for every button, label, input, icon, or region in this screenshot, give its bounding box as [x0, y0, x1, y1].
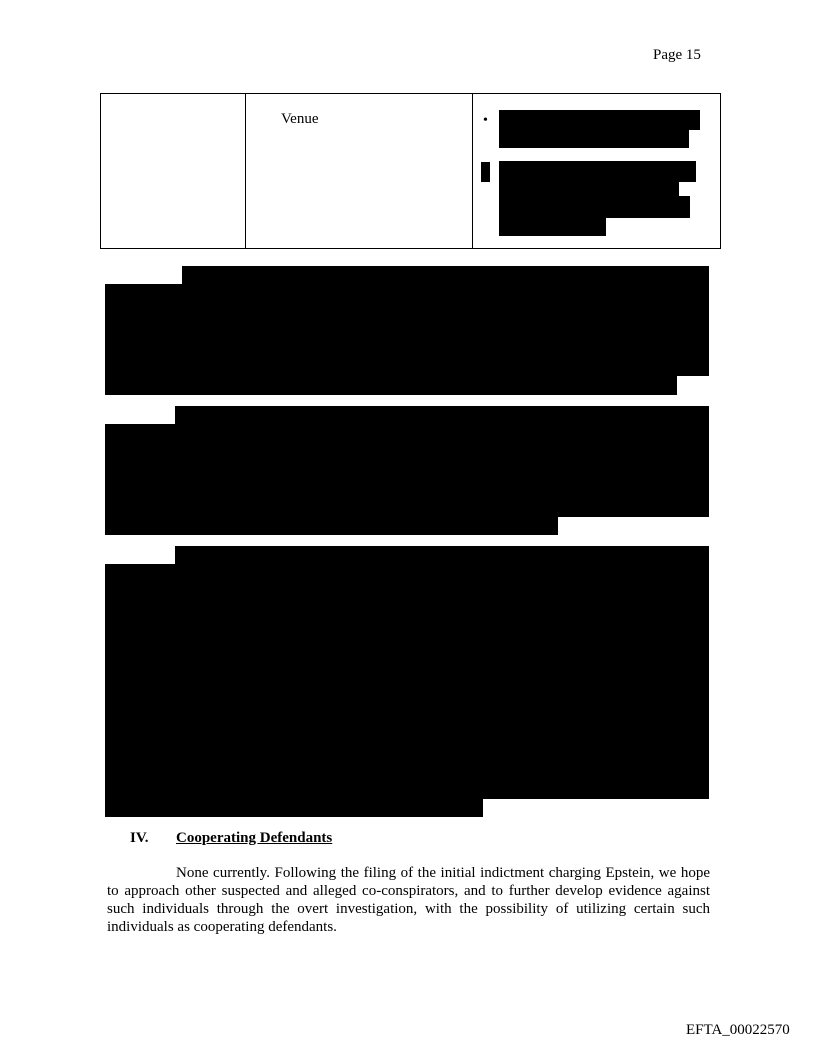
table-divider: [245, 94, 246, 248]
redaction-block: [499, 128, 689, 148]
redaction-block: [499, 216, 606, 236]
section-numeral: IV.: [130, 830, 149, 846]
redaction-block: [182, 266, 709, 286]
section-title: Cooperating Defendants: [176, 830, 333, 846]
table-divider: [472, 94, 473, 248]
redaction-block: [105, 797, 483, 817]
bullet-icon: •: [483, 113, 488, 128]
venue-label: Venue: [281, 111, 319, 127]
redaction-block: [105, 424, 709, 517]
bates-number: EFTA_00022570: [686, 1022, 790, 1038]
redaction-block: [499, 196, 690, 218]
redaction-block: [175, 406, 709, 426]
body-paragraph: None currently. Following the filing of the initial indictment charging Epstein, we hope to approach other suspected and alleged co-conspirators, and to further develop evidence against such individuals through the overt investigation, with the possibility of utilizing certain such individuals as cooperating defendants.: [107, 865, 710, 935]
redaction-block: [499, 161, 696, 182]
venue-table: [100, 93, 721, 249]
redaction-block: [481, 162, 490, 182]
page-number: Page 15: [653, 47, 701, 63]
redaction-block: [105, 374, 677, 395]
redaction-block: [105, 515, 558, 535]
redaction-block: [175, 546, 709, 566]
section-heading: [130, 830, 332, 847]
redaction-block: [499, 110, 700, 130]
redaction-block: [105, 564, 709, 799]
redaction-block: [105, 284, 709, 376]
